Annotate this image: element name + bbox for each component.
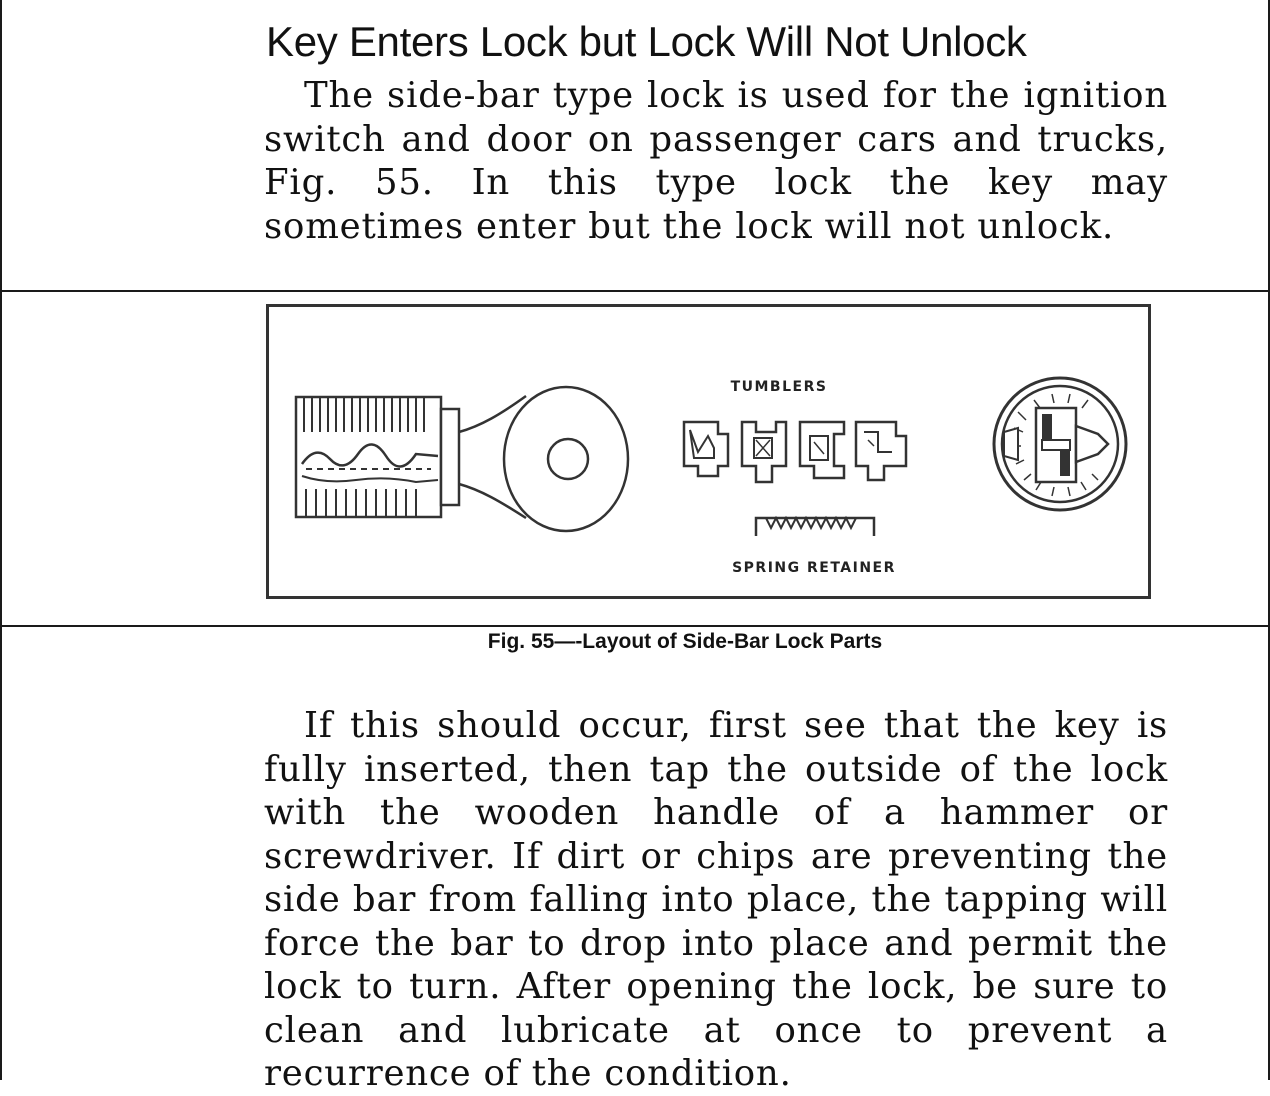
spring-retainer-icon: [756, 518, 874, 536]
spring-retainer-label: SPRING RETAINER: [732, 560, 896, 576]
figure-55: [266, 304, 1152, 600]
divider-bottom: [0, 625, 1270, 627]
intro-paragraph-text: The side-bar type lock is used for the ignition switch and door on passenger cars and trucks, Fig. 55. In this type lock the key may sometimes enter but the lock will not unlock.: [264, 75, 1168, 247]
tumbler-icon: [684, 422, 728, 476]
tumbler-icon: [856, 422, 906, 480]
figure-caption: Fig. 55—-Layout of Side-Bar Lock Parts: [487, 630, 883, 653]
body-paragraph-text: If this should occur, first see that the key is fully inserted, then tap the outside of the lock with the wooden handle of a hammer or screwdriver. If dirt or chips are preventing the side bar from falling into place, the tapping will force the bar to drop into place and permit the lock to turn. After opening the lock, be sure to clean and lubricate at once to prevent a recurrence of the condition.: [264, 705, 1168, 1094]
side-bar-lock-parts-illustration: [266, 304, 1152, 600]
divider-top: [0, 290, 1270, 292]
tumbler-icon: [742, 422, 786, 482]
section-heading: Key Enters Lock but Lock Will Not Unlock: [266, 18, 1027, 65]
tumbler-icon: [800, 422, 844, 478]
tumblers-group: [684, 422, 906, 482]
frame-left-border: [0, 0, 2, 1080]
key-icon: [296, 387, 628, 531]
lock-cylinder-icon: [994, 378, 1126, 510]
body-paragraph: [264, 704, 1168, 1096]
tumblers-label: TUMBLERS: [730, 379, 828, 395]
intro-paragraph: [264, 74, 1168, 248]
